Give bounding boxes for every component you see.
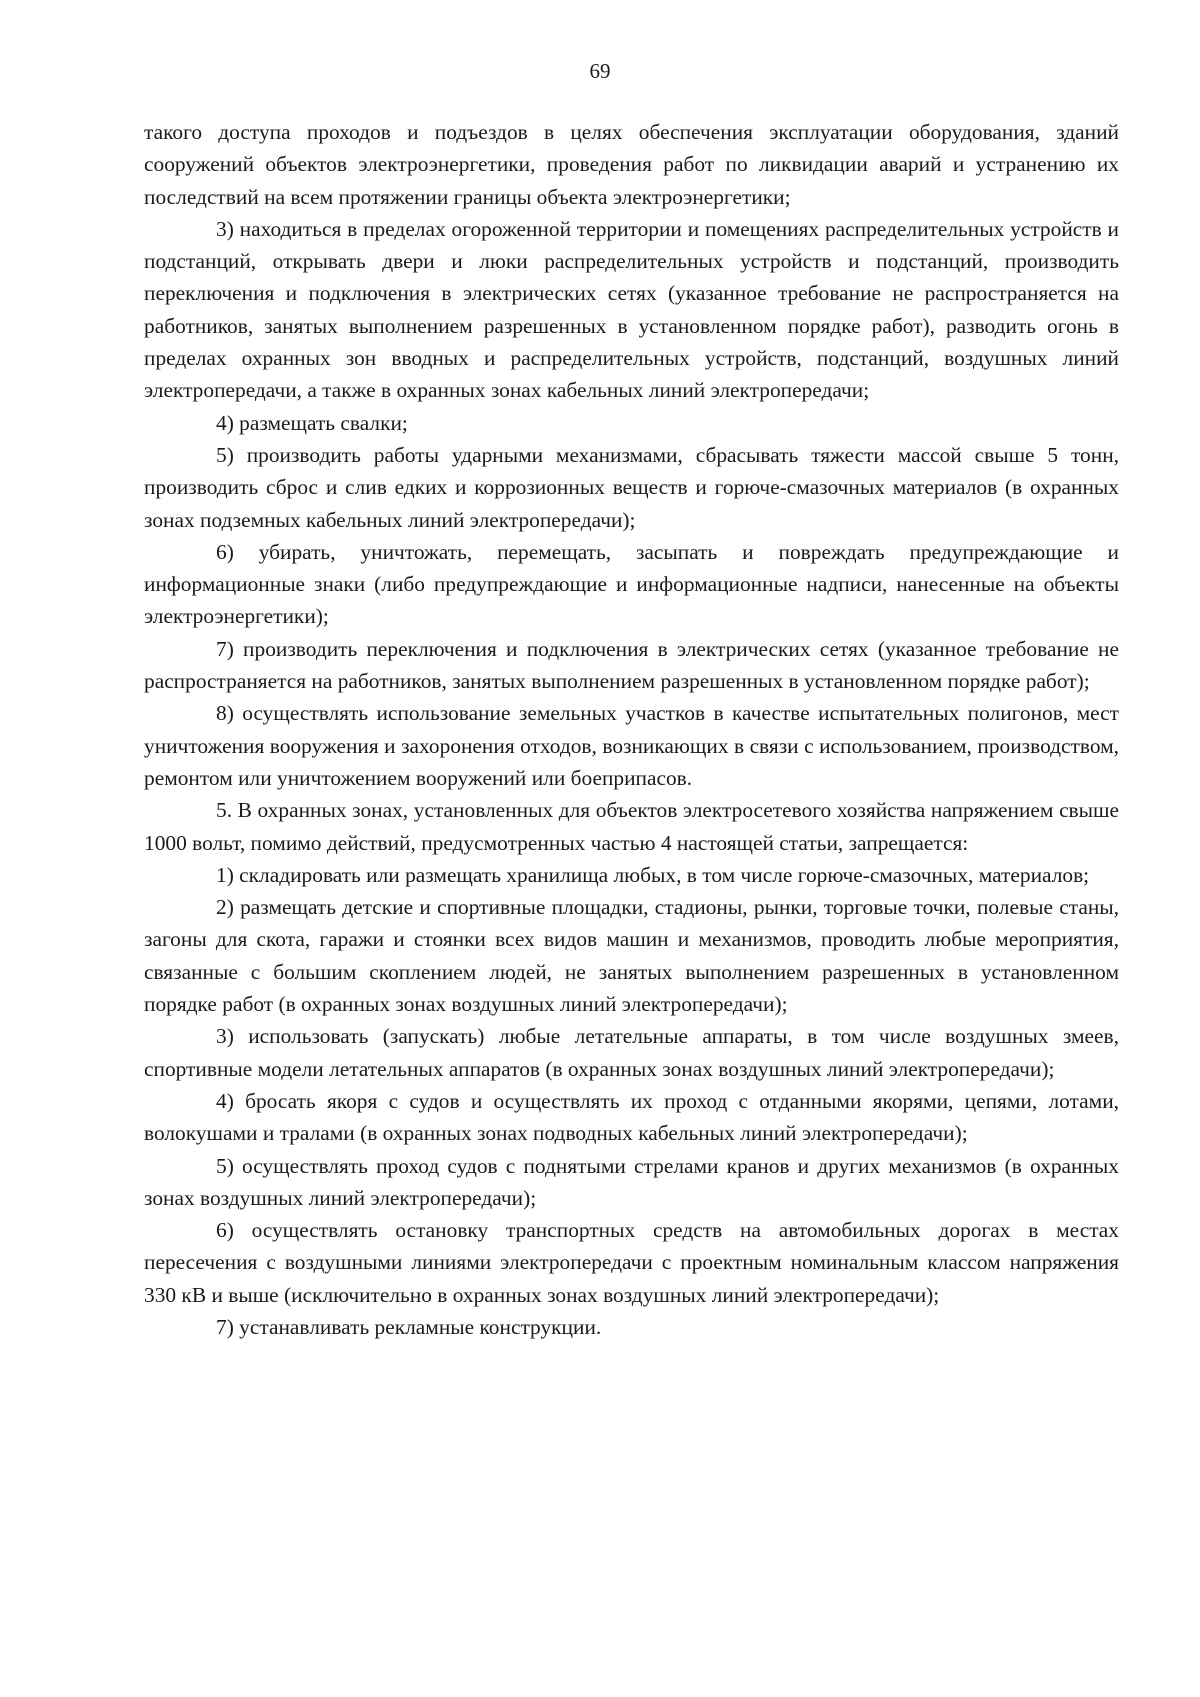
- document-body: [144, 116, 1119, 1343]
- paragraph-continuation: такого доступа проходов и подъездов в целях обеспечения эксплуатации оборудования, зданий сооружений объектов электроэнергетики, проведения работ по ликвидации аварий и устранению их последствий на всем протяжении границы объекта электроэнергетики;: [144, 120, 1119, 209]
- list-item-4: 4) размещать свалки;: [216, 410, 408, 435]
- section-5-item-2: 2) размещать детские и спортивные площадки, стадионы, рынки, торговые точки, полевые станы, загоны для скота, гаражи и стоянки всех видов машин и механизмов, проводить любые мероприятия, связанные с большим скоплением людей, не занятых выполнением разрешенных в установленном порядке работ (в охранных зонах воздушных линий электропередачи);: [144, 895, 1119, 1017]
- section-5-item-5: 5) осуществлять проход судов с поднятыми стрелами кранов и других механизмов (в охранных зонах воздушных линий электропередачи);: [144, 1153, 1119, 1210]
- list-item-8: 8) осуществлять использование земельных участков в качестве испытательных полигонов, мест уничтожения вооружения и захоронения отходов, возникающих в связи с использованием, производством, ремонтом или уничтожением вооружений или боеприпасов.: [144, 701, 1119, 790]
- page-number: 69: [589, 59, 611, 83]
- list-item-3: 3) находиться в пределах огороженной территории и помещениях распределительных устройств и подстанций, открывать двери и люки распределительных устройств и подстанций, производить переключения и подключения в электрических сетях (указанное требование не распространяется на работников, занятых выполнением разрешенных в установленном порядке работ), разводить огонь в пределах охранных зон вводных и распределительных устройств, подстанций, воздушных линий электропередачи, а также в охранных зонах кабельных линий электропередачи;: [144, 216, 1119, 403]
- section-5-item-6: 6) осуществлять остановку транспортных средств на автомобильных дорогах в местах пересечения с воздушными линиями электропередачи с проектным номинальным классом напряжения 330 кВ и выше (исключительно в охранных зонах воздушных линий электропередачи);: [144, 1218, 1119, 1307]
- list-item-5: 5) производить работы ударными механизмами, сбрасывать тяжести массой свыше 5 тонн, производить сброс и слив едких и коррозионных веществ и горюче-смазочных материалов (в охранных зонах подземных кабельных линий электропередачи);: [144, 442, 1119, 532]
- list-item-7: 7) производить переключения и подключения в электрических сетях (указанное требование не распространяется на работников, занятых выполнением разрешенных в установленном порядке работ);: [144, 636, 1119, 694]
- section-5-intro: 5. В охранных зонах, установленных для объектов электросетевого хозяйства напряжением свыше 1000 вольт, помимо действий, предусмотренных частью 4 настоящей статьи, запрещается:: [144, 798, 1119, 855]
- section-5-item-7: 7) устанавливать рекламные конструкции.: [216, 1314, 602, 1339]
- section-5-item-4: 4) бросать якоря с судов и осуществлять их проход с отданными якорями, цепями, лотами, волокушами и тралами (в охранных зонах подводных кабельных линий электропередачи);: [144, 1088, 1119, 1146]
- list-item-6: 6) убирать, уничтожать, перемещать, засыпать и повреждать предупреждающие и информационные знаки (либо предупреждающие и информационные надписи, нанесенные на объекты электроэнергетики);: [144, 539, 1119, 629]
- section-5-item-3: 3) использовать (запускать) любые летательные аппараты, в том числе воздушных змеев, спортивные модели летательных аппаратов (в охранных зонах воздушных линий электропередачи);: [144, 1024, 1119, 1081]
- section-5-item-1: 1) складировать или размещать хранилища любых, в том числе горюче-смазочных, материалов;: [216, 862, 1090, 887]
